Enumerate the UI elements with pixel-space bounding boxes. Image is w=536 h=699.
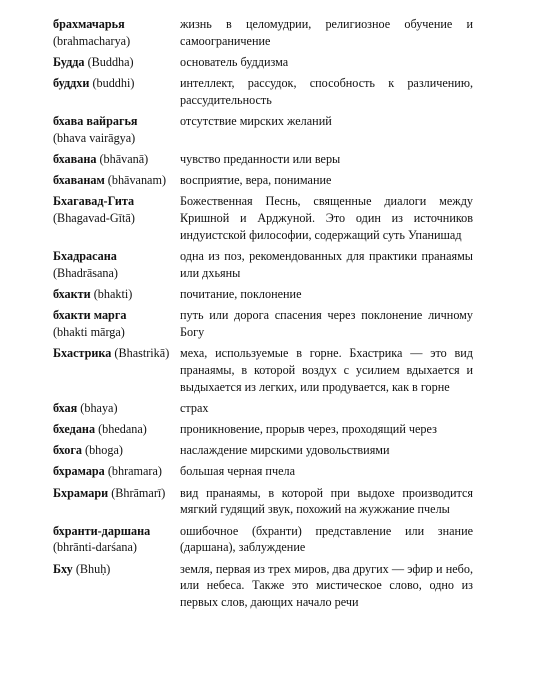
term-ru: бхакти марга — [53, 308, 127, 323]
definition: отсутствие мирских желаний — [180, 114, 332, 129]
definition: проникновение, прорыв через, проходящий через — [180, 422, 437, 437]
term-cell — [53, 286, 180, 303]
term-transliteration: (Buddha) — [87, 55, 134, 69]
glossary-entry — [53, 54, 473, 71]
term-transliteration: (Bhagavad-Gītā) — [53, 211, 135, 226]
term-ru: бхрамара — [53, 464, 105, 479]
glossary-entry — [53, 16, 473, 50]
term-cell — [53, 248, 180, 282]
glossary-entry — [53, 75, 473, 109]
glossary-entry — [53, 523, 473, 557]
term-ru: бхедана — [53, 422, 96, 437]
term-ru: бхога — [53, 443, 82, 458]
term-cell — [53, 561, 180, 578]
definition: одна из поз, рекомендованных для практики пранаямы или дхьяны — [180, 249, 473, 281]
glossary-entry — [53, 421, 473, 438]
definition: основатель буддизма — [180, 55, 289, 69]
glossary-entry — [53, 151, 473, 168]
term-ru: Бхрамари — [53, 485, 109, 500]
term-cell — [53, 463, 180, 480]
glossary-entry — [53, 172, 473, 189]
definition: наслаждение мирскими удовольствиями — [180, 443, 390, 458]
definition: страх — [180, 401, 209, 416]
term-ru: Будда — [53, 55, 85, 69]
term-cell — [53, 151, 180, 168]
glossary-entry — [53, 345, 473, 396]
term-transliteration: (bhāvanā) — [99, 152, 149, 167]
term-transliteration: (Bhrāmarī) — [111, 485, 166, 500]
definition: восприятие, вера, понимание — [180, 173, 332, 188]
term-ru: Бхагавад-Гита — [53, 194, 135, 209]
term-transliteration: (bhakti mārga) — [53, 325, 125, 340]
term-cell — [53, 400, 180, 417]
term-cell — [53, 193, 180, 227]
term-ru: Бхадрасана — [53, 249, 117, 264]
term-transliteration: (Bhastrikā) — [114, 346, 170, 361]
glossary-entry — [53, 463, 473, 480]
glossary-entry — [53, 248, 473, 282]
definition: большая черная пчела — [180, 464, 295, 479]
term-transliteration: (bhava vairāgya) — [53, 131, 136, 145]
term-ru: Бху — [53, 561, 73, 576]
term-ru: бхранти-даршана — [53, 523, 151, 538]
term-ru: буддхи — [53, 76, 90, 91]
glossary-entry — [53, 485, 473, 519]
term-ru: бхаванам — [53, 173, 105, 188]
term-cell — [53, 421, 180, 438]
term-ru: бхавана — [53, 152, 97, 167]
term-cell — [53, 113, 180, 147]
term-ru: бхава вайрагья — [53, 114, 138, 129]
term-cell — [53, 54, 180, 71]
definition: вид пранаямы, в которой при выдохе производится мягкий гудящий звук, похожий на жужжание пчелы — [180, 485, 473, 517]
definition: земля, первая из трех миров, два других — эфир и небо, или небеса. Также это мистическое слово, одно из первых слов, дающих начало речи — [180, 561, 473, 610]
glossary-entry — [53, 442, 473, 459]
term-cell — [53, 75, 180, 92]
definition: ошибочное (бхранти) представление или знание (даршана), заблуждение — [180, 523, 473, 555]
term-transliteration: (brahmacharya) — [53, 33, 131, 48]
term-transliteration: (bhrānti-darśana) — [53, 540, 137, 555]
term-cell — [53, 523, 180, 557]
term-cell — [53, 307, 180, 341]
term-transliteration: (buddhi) — [92, 76, 135, 91]
term-transliteration: (bhāvanam) — [107, 173, 166, 188]
term-transliteration: (Bhadrāsana) — [53, 266, 118, 281]
definition: почитание, поклонение — [180, 287, 302, 302]
term-cell — [53, 442, 180, 459]
definition: меха, используемые в горне. Бхастрика — это вид пранаямы, в которой воздух с усилием вдыхается и выдыхается из легких, или продувается, как в горне — [180, 346, 473, 395]
definition: Божественная Песнь, священные диалоги между Кришной и Арджуной. Это один из источников индуистской философии, содержащий суть Упанишад — [180, 194, 473, 243]
term-transliteration: (bhakti) — [93, 287, 133, 302]
term-cell — [53, 485, 180, 502]
definition: жизнь в целомудрии, религиозное обучение и самоограничение — [180, 17, 473, 48]
term-transliteration: (bhaya) — [80, 401, 118, 416]
term-ru: бхакти — [53, 287, 91, 302]
definition: путь или дорога спасения через поклонение личному Богу — [180, 308, 473, 340]
term-cell — [53, 345, 180, 362]
term-transliteration: (bhedana) — [98, 422, 147, 437]
glossary-entry — [53, 113, 473, 147]
term-cell — [53, 172, 180, 189]
glossary-entry — [53, 561, 473, 612]
glossary-entry — [53, 193, 473, 244]
glossary-entry — [53, 286, 473, 303]
term-transliteration: (bhramara) — [107, 464, 162, 479]
term-ru: Бхастрика — [53, 346, 112, 361]
glossary-entry — [53, 400, 473, 417]
term-transliteration: (Bhuḥ) — [75, 561, 111, 576]
definition: чувство преданности или веры — [180, 152, 341, 167]
term-cell — [53, 16, 180, 50]
glossary-entry — [53, 307, 473, 341]
glossary-list — [53, 16, 473, 615]
term-transliteration: (bhoga) — [85, 443, 123, 458]
term-ru: брахмачарья — [53, 17, 125, 31]
term-ru: бхая — [53, 401, 78, 416]
definition: интеллект, рассудок, способность к различению, рассудительность — [180, 76, 473, 107]
